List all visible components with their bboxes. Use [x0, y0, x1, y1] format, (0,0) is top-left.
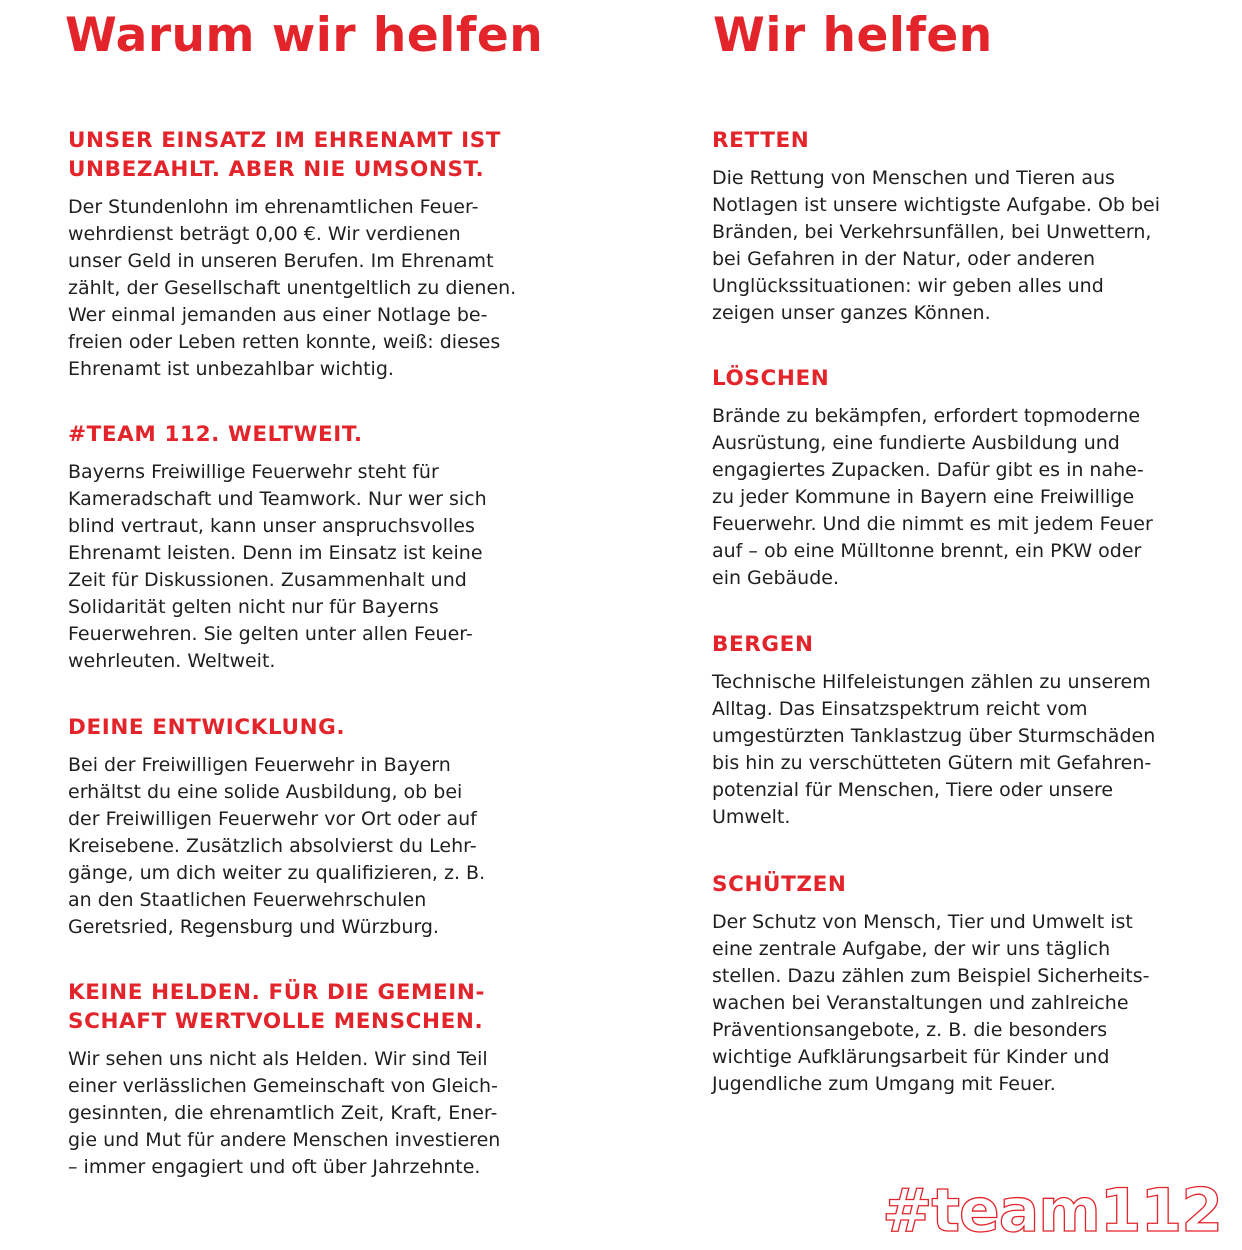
section-protect: [712, 870, 1232, 1098]
section-heading: UNSER EINSATZ IM EHRENAMT IST UNBEZAHLT. ABER NIE UMSONST.: [68, 128, 502, 182]
section-body: Brände zu bekämpfen, erfordert topmoderne Ausrüstung, eine fundierte Ausbildung und engagiertes Zupacken. Dafür gibt es in nahe- zu jeder Kommune in Bayern eine Freiwillige Feuerwehr. Und die nimmt es mit jedem Feuer auf – ob eine Mülltonne brennt, ein PKW oder ein Gebäude.: [712, 405, 1153, 589]
section-rescue: [712, 126, 1232, 327]
section-body: Der Schutz von Mensch, Tier und Umwelt ist eine zentrale Aufgabe, der wir uns täglich stellen. Dazu zählen zum Beispiel Sicherheits- wachen bei Veranstaltungen und zahlreiche Präventionsangebote, z. B. die besonders wichtige Aufklärungsarbeit für Kinder und Jugendliche zum Umgang mit Feuer.: [712, 911, 1150, 1095]
title-why-we-help: Warum wir helfen: [65, 8, 544, 63]
section-heading: BERGEN: [712, 632, 814, 657]
team112-watermark: #team112: [882, 1176, 1222, 1246]
section-heading: SCHÜTZEN: [712, 872, 847, 897]
section-no-heroes: [68, 978, 588, 1181]
section-volunteer-unpaid: [68, 126, 588, 383]
section-heading: RETTEN: [712, 128, 810, 153]
section-body: Die Rettung von Menschen und Tieren aus Notlagen ist unsere wichtigste Aufgabe. Ob bei Bränden, bei Verkehrsunfällen, bei Unwettern, bei Gefahren in der Natur, oder anderen Unglückssituationen: wir geben alles und zeigen unser ganzes Können.: [712, 167, 1161, 324]
section-heading: LÖSCHEN: [712, 366, 830, 391]
section-heading: KEINE HELDEN. FÜR DIE GEMEIN- SCHAFT WERTVOLLE MENSCHEN.: [68, 980, 486, 1034]
section-heading: DEINE ENTWICKLUNG.: [68, 715, 346, 740]
section-recover: [712, 630, 1232, 831]
section-body: Der Stundenlohn im ehrenamtlichen Feuer- wehrdienst beträgt 0,00 €. Wir verdienen unser Geld in unseren Berufen. Im Ehrenamt zählt, der Gesellschaft unentgeltlich zu dienen. Wer einmal jemanden aus einer Notlage be- freien oder Leben retten konnte, weiß: dieses Ehrenamt ist unbezahlbar wichtig.: [68, 196, 517, 380]
section-heading: #TEAM 112. WELTWEIT.: [68, 422, 363, 447]
section-body: Bei der Freiwilligen Feuerwehr in Bayern erhältst du eine solide Ausbildung, ob bei der Freiwilligen Feuerwehr vor Ort oder auf Kreisebene. Zusätzlich absolvierst du Lehr- gänge, um dich weiter zu qualifizieren, z. B. an den Staatlichen Feuerwehrschulen Geretsried, Regensburg und Würzburg.: [68, 754, 486, 938]
section-team-112: [68, 420, 588, 675]
section-body: Bayerns Freiwillige Feuerwehr steht für Kameradschaft und Teamwork. Nur wer sich blind vertraut, kann unser anspruchsvolles Ehrenamt leisten. Denn im Einsatz ist keine Zeit für Diskussionen. Zusammenhalt und Solidarität gelten nicht nur für Bayerns Feuerwehren. Sie gelten unter allen Feuer- wehrleuten. Weltweit.: [68, 461, 487, 672]
section-body: Wir sehen uns nicht als Helden. Wir sind Teil einer verlässlichen Gemeinschaft von Gleich- gesinnten, die ehrenamtlich Zeit, Kraft, Ener- gie und Mut für andere Menschen investieren – immer engagiert und oft über Jahrzehnte.: [68, 1048, 501, 1178]
section-development: [68, 713, 588, 941]
section-body: Technische Hilfeleistungen zählen zu unserem Alltag. Das Einsatzspektrum reicht vom umgestürzten Tanklastzug über Sturmschäden bis hin zu verschütteten Gütern mit Gefahren- potenzial für Menschen, Tiere oder unsere Umwelt.: [712, 671, 1156, 828]
section-extinguish: [712, 364, 1232, 592]
title-we-help: Wir helfen: [713, 8, 993, 63]
